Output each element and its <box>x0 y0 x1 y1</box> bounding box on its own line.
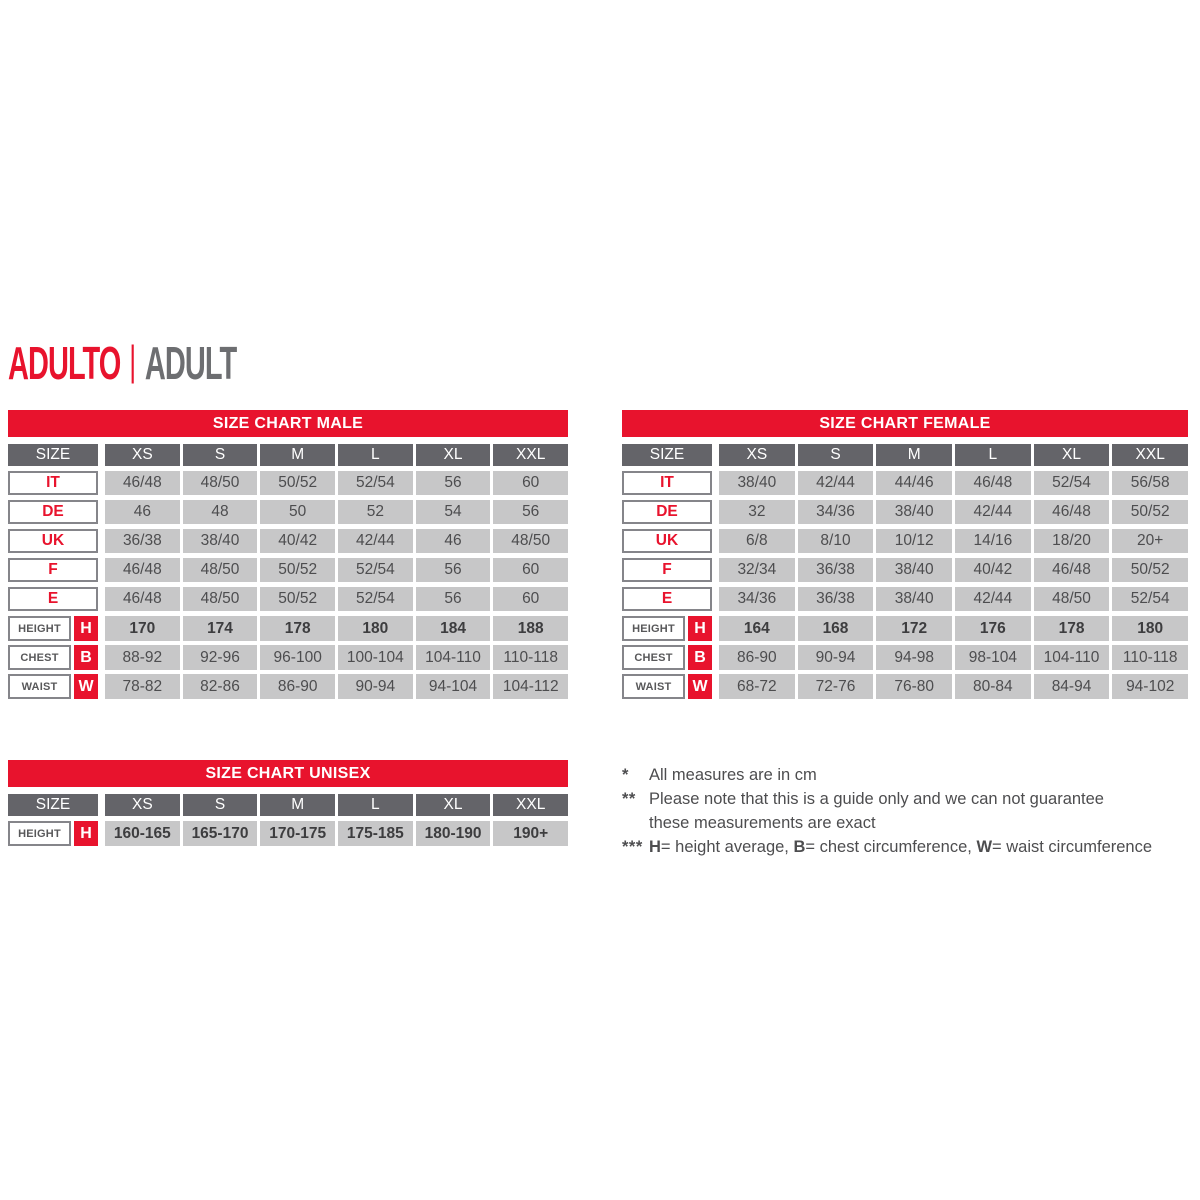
value-cell: 94-104 <box>416 674 491 699</box>
value-cell: 52/54 <box>338 558 413 582</box>
value-cell: 46/48 <box>955 471 1031 495</box>
male-row-uk <box>8 529 568 553</box>
value-cell: 170 <box>105 616 180 641</box>
female-row-label-f: F <box>622 558 712 582</box>
footnote-segment: these measurements are exact <box>649 813 876 832</box>
value-cell: 174 <box>183 616 258 641</box>
female-row-label-uk: UK <box>622 529 712 553</box>
male-row-f <box>8 558 568 582</box>
footnote-segment: B <box>793 837 806 856</box>
value-cell: 50/52 <box>1112 500 1188 524</box>
value-cell: 40/42 <box>955 558 1031 582</box>
female-row-e <box>622 587 1188 611</box>
value-cell: 190+ <box>493 821 568 846</box>
female-column-header-xl: XL <box>1034 444 1110 466</box>
male-row-values-it <box>105 471 568 495</box>
male-header-row <box>8 444 568 466</box>
value-cell: 38/40 <box>876 500 952 524</box>
female-row-label-de: DE <box>622 500 712 524</box>
female-row-height <box>622 616 1188 641</box>
male-row-label-uk: UK <box>8 529 98 553</box>
value-cell: 14/16 <box>955 529 1031 553</box>
value-cell: 48/50 <box>183 471 258 495</box>
value-cell: 60 <box>493 587 568 611</box>
male-corner-cell-size: SIZE <box>8 444 98 466</box>
measure-badge-h: H <box>74 821 98 846</box>
footnotes <box>622 764 1200 860</box>
male-column-header-l: L <box>338 444 413 466</box>
value-cell: 50/52 <box>1112 558 1188 582</box>
size-chart-female-table <box>622 410 1188 703</box>
value-cell: 48/50 <box>183 558 258 582</box>
value-cell: 8/10 <box>798 529 874 553</box>
male-row-de <box>8 500 568 524</box>
male-row-values-f <box>105 558 568 582</box>
male-row-label-it: IT <box>8 471 98 495</box>
value-cell: 46 <box>416 529 491 553</box>
male-column-header-s: S <box>183 444 258 466</box>
value-cell: 110-118 <box>1112 645 1188 670</box>
female-column-header-m: M <box>876 444 952 466</box>
female-column-header-s: S <box>798 444 874 466</box>
measure-badge-h: H <box>688 616 712 641</box>
value-cell: 46/48 <box>105 587 180 611</box>
male-row-values-chest <box>105 645 568 670</box>
footnote-line <box>649 836 1200 860</box>
value-cell: 56 <box>416 558 491 582</box>
unisex-header-row <box>8 794 568 816</box>
male-row-chest <box>8 645 568 670</box>
footnote-segment: All measures are in cm <box>649 766 817 784</box>
value-cell: 46/48 <box>105 471 180 495</box>
unisex-column-header-xxl: XXL <box>493 794 568 816</box>
footnote-line <box>649 764 1200 788</box>
female-measure-label-group-chest <box>622 645 712 670</box>
unisex-row-height <box>8 821 568 846</box>
footnote-segment: = height average, <box>660 837 794 856</box>
footnote-marker: ** <box>622 789 636 808</box>
value-cell: 175-185 <box>338 821 413 846</box>
unisex-row-values-height <box>105 821 568 846</box>
footnote-line <box>649 812 1200 836</box>
measure-badge-w: W <box>688 674 712 699</box>
female-column-header-xxl: XXL <box>1112 444 1188 466</box>
female-measure-label-group-height <box>622 616 712 641</box>
female-column-header-cells <box>719 444 1188 466</box>
value-cell: 46/48 <box>105 558 180 582</box>
unisex-column-header-m: M <box>260 794 335 816</box>
value-cell: 178 <box>1034 616 1110 641</box>
measure-badge-h: H <box>74 616 98 641</box>
value-cell: 34/36 <box>798 500 874 524</box>
male-title-text: SIZE CHART MALE <box>212 414 364 432</box>
female-row-label-e: E <box>622 587 712 611</box>
value-cell: 72-76 <box>798 674 874 699</box>
value-cell: 168 <box>798 616 874 641</box>
female-row-values-it <box>719 471 1188 495</box>
measure-label-box-height: HEIGHT <box>8 821 71 846</box>
unisex-title-text: SIZE CHART UNISEX <box>205 764 371 782</box>
value-cell: 180 <box>1112 616 1188 641</box>
measure-label-box-waist: WAIST <box>8 674 71 699</box>
male-measure-label-group-waist <box>8 674 98 699</box>
value-cell: 98-104 <box>955 645 1031 670</box>
unisex-column-header-l: L <box>338 794 413 816</box>
footnote-marker: * <box>622 766 629 784</box>
measure-label-box-height: HEIGHT <box>622 616 685 641</box>
female-row-values-f <box>719 558 1188 582</box>
male-column-header-xxl: XXL <box>493 444 568 466</box>
value-cell: 90-94 <box>338 674 413 699</box>
footnote-marker: *** <box>622 837 643 856</box>
value-cell: 92-96 <box>183 645 258 670</box>
value-cell: 42/44 <box>338 529 413 553</box>
female-row-de <box>622 500 1188 524</box>
value-cell: 56 <box>493 500 568 524</box>
female-measure-label-group-waist <box>622 674 712 699</box>
value-cell: 60 <box>493 471 568 495</box>
value-cell: 46 <box>105 500 180 524</box>
male-row-values-e <box>105 587 568 611</box>
value-cell: 78-82 <box>105 674 180 699</box>
male-column-header-xs: XS <box>105 444 180 466</box>
measure-badge-b: B <box>74 645 98 670</box>
footnote-line <box>649 788 1200 812</box>
value-cell: 96-100 <box>260 645 335 670</box>
value-cell: 50/52 <box>260 471 335 495</box>
value-cell: 86-90 <box>719 645 795 670</box>
value-cell: 90-94 <box>798 645 874 670</box>
female-corner-cell-size: SIZE <box>622 444 712 466</box>
value-cell: 54 <box>416 500 491 524</box>
male-row-label-de: DE <box>8 500 98 524</box>
measure-label-box-height: HEIGHT <box>8 616 71 641</box>
female-row-chest <box>622 645 1188 670</box>
value-cell: 42/44 <box>955 500 1031 524</box>
value-cell: 52/54 <box>338 471 413 495</box>
value-cell: 52/54 <box>1034 471 1110 495</box>
value-cell: 50 <box>260 500 335 524</box>
value-cell: 38/40 <box>876 587 952 611</box>
female-row-values-uk <box>719 529 1188 553</box>
value-cell: 86-90 <box>260 674 335 699</box>
value-cell: 104-112 <box>493 674 568 699</box>
male-row-values-waist <box>105 674 568 699</box>
value-cell: 104-110 <box>416 645 491 670</box>
measure-badge-b: B <box>688 645 712 670</box>
female-row-f <box>622 558 1188 582</box>
male-row-it <box>8 471 568 495</box>
size-chart-unisex-table <box>8 760 568 850</box>
value-cell: 48/50 <box>183 587 258 611</box>
female-row-values-de <box>719 500 1188 524</box>
female-row-values-e <box>719 587 1188 611</box>
page-title-secondary: ADULT <box>144 337 237 389</box>
value-cell: 56 <box>416 587 491 611</box>
footnote-segment: = chest circumference, <box>805 837 977 856</box>
male-column-header-cells <box>105 444 568 466</box>
value-cell: 56 <box>416 471 491 495</box>
female-row-values-chest <box>719 645 1188 670</box>
value-cell: 42/44 <box>798 471 874 495</box>
value-cell: 42/44 <box>955 587 1031 611</box>
value-cell: 52 <box>338 500 413 524</box>
value-cell: 46/48 <box>1034 558 1110 582</box>
value-cell: 48 <box>183 500 258 524</box>
value-cell: 56/58 <box>1112 471 1188 495</box>
female-row-waist <box>622 674 1188 699</box>
value-cell: 184 <box>416 616 491 641</box>
male-column-header-m: M <box>260 444 335 466</box>
value-cell: 36/38 <box>105 529 180 553</box>
unisex-title-bar <box>8 760 568 787</box>
female-column-header-l: L <box>955 444 1031 466</box>
value-cell: 20+ <box>1112 529 1188 553</box>
footnote-text <box>649 788 1200 836</box>
page-title <box>8 337 237 389</box>
unisex-column-header-cells <box>105 794 568 816</box>
value-cell: 80-84 <box>955 674 1031 699</box>
female-row-values-height <box>719 616 1188 641</box>
male-measure-label-group-chest <box>8 645 98 670</box>
unisex-column-header-xs: XS <box>105 794 180 816</box>
female-column-header-xs: XS <box>719 444 795 466</box>
page-title-primary: ADULTO <box>8 337 121 389</box>
male-title-bar <box>8 410 568 437</box>
value-cell: 160-165 <box>105 821 180 846</box>
footnote-segment: W <box>976 837 993 856</box>
value-cell: 38/40 <box>183 529 258 553</box>
value-cell: 94-98 <box>876 645 952 670</box>
value-cell: 60 <box>493 558 568 582</box>
value-cell: 172 <box>876 616 952 641</box>
value-cell: 44/46 <box>876 471 952 495</box>
value-cell: 104-110 <box>1034 645 1110 670</box>
unisex-column-header-xl: XL <box>416 794 491 816</box>
measure-badge-w: W <box>74 674 98 699</box>
female-row-values-waist <box>719 674 1188 699</box>
value-cell: 170-175 <box>260 821 335 846</box>
value-cell: 48/50 <box>493 529 568 553</box>
value-cell: 100-104 <box>338 645 413 670</box>
value-cell: 48/50 <box>1034 587 1110 611</box>
footnote-text <box>649 764 1200 788</box>
footnote-segment: H <box>649 837 661 856</box>
footnote-segment: = waist circumference <box>992 837 1153 856</box>
footnote-text <box>649 836 1200 860</box>
value-cell: 18/20 <box>1034 529 1110 553</box>
value-cell: 38/40 <box>719 471 795 495</box>
female-title-bar <box>622 410 1188 437</box>
value-cell: 180 <box>338 616 413 641</box>
female-title-text: SIZE CHART FEMALE <box>819 414 991 432</box>
value-cell: 165-170 <box>183 821 258 846</box>
male-row-label-e: E <box>8 587 98 611</box>
value-cell: 52/54 <box>1112 587 1188 611</box>
unisex-corner-cell-size: SIZE <box>8 794 98 816</box>
male-measure-label-group-height <box>8 616 98 641</box>
male-column-header-xl: XL <box>416 444 491 466</box>
value-cell: 34/36 <box>719 587 795 611</box>
value-cell: 6/8 <box>719 529 795 553</box>
male-row-height <box>8 616 568 641</box>
footnote-2 <box>622 788 1200 836</box>
female-row-label-it: IT <box>622 471 712 495</box>
size-chart-male-table <box>8 410 568 703</box>
footnote-1 <box>622 764 1200 788</box>
value-cell: 176 <box>955 616 1031 641</box>
measure-label-box-chest: CHEST <box>8 645 71 670</box>
male-row-waist <box>8 674 568 699</box>
male-row-values-de <box>105 500 568 524</box>
unisex-column-header-s: S <box>183 794 258 816</box>
footnote-3 <box>622 836 1200 860</box>
value-cell: 110-118 <box>493 645 568 670</box>
value-cell: 32/34 <box>719 558 795 582</box>
value-cell: 10/12 <box>876 529 952 553</box>
value-cell: 52/54 <box>338 587 413 611</box>
value-cell: 188 <box>493 616 568 641</box>
female-row-uk <box>622 529 1188 553</box>
male-row-e <box>8 587 568 611</box>
value-cell: 32 <box>719 500 795 524</box>
measure-label-box-chest: CHEST <box>622 645 685 670</box>
value-cell: 178 <box>260 616 335 641</box>
value-cell: 36/38 <box>798 558 874 582</box>
value-cell: 82-86 <box>183 674 258 699</box>
value-cell: 50/52 <box>260 587 335 611</box>
measure-label-box-waist: WAIST <box>622 674 685 699</box>
male-row-values-height <box>105 616 568 641</box>
female-row-it <box>622 471 1188 495</box>
value-cell: 40/42 <box>260 529 335 553</box>
page-title-separator: | <box>129 337 137 384</box>
value-cell: 38/40 <box>876 558 952 582</box>
value-cell: 94-102 <box>1112 674 1188 699</box>
value-cell: 164 <box>719 616 795 641</box>
value-cell: 46/48 <box>1034 500 1110 524</box>
unisex-measure-label-group-height <box>8 821 98 846</box>
value-cell: 50/52 <box>260 558 335 582</box>
male-row-label-f: F <box>8 558 98 582</box>
footnote-segment: Please note that this is a guide only and we can not guarantee <box>649 789 1104 808</box>
male-row-values-uk <box>105 529 568 553</box>
value-cell: 180-190 <box>416 821 491 846</box>
value-cell: 68-72 <box>719 674 795 699</box>
value-cell: 76-80 <box>876 674 952 699</box>
value-cell: 36/38 <box>798 587 874 611</box>
value-cell: 84-94 <box>1034 674 1110 699</box>
value-cell: 88-92 <box>105 645 180 670</box>
female-header-row <box>622 444 1188 466</box>
